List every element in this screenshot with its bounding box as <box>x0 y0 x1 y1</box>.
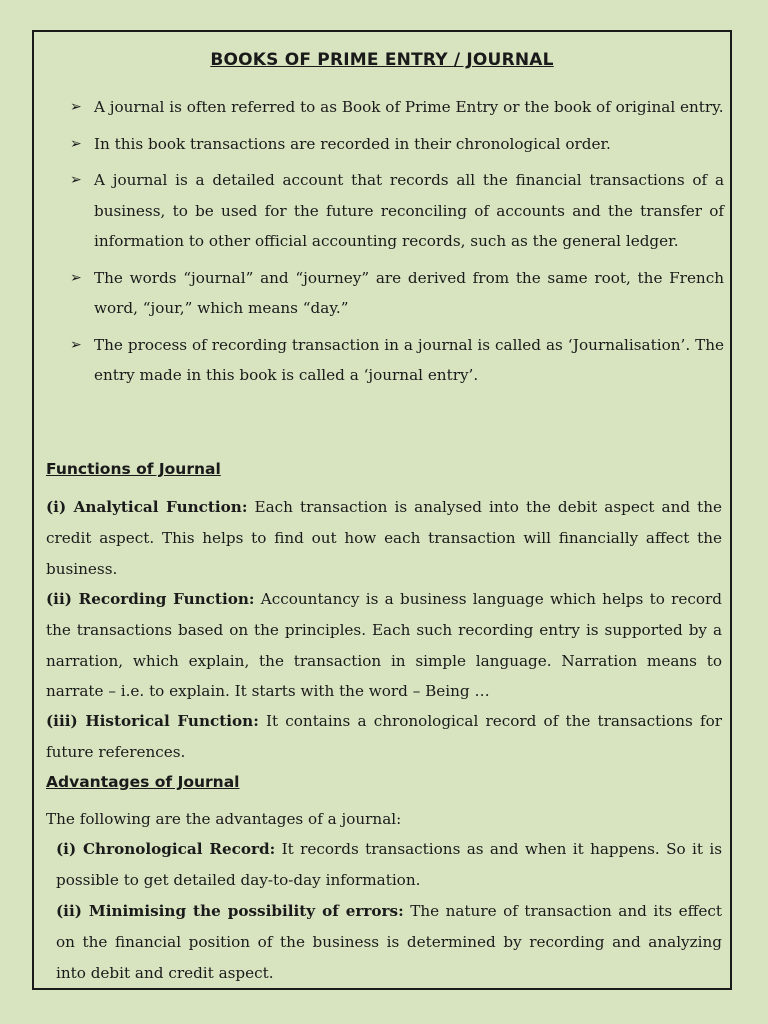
function-label: (ii) Recording Function: <box>46 590 255 608</box>
function-analytical <box>46 492 722 584</box>
function-recording <box>46 584 722 707</box>
function-label: (iii) Historical Function: <box>46 712 259 730</box>
arrow-bullet-icon: ➢ <box>70 269 82 286</box>
function-historical <box>46 706 722 768</box>
advantage-minimising-errors <box>56 896 722 988</box>
bullet-text: The words “journal” and “journey” are derived from the same root, the French word, “jour,” which means “day.” <box>94 268 724 317</box>
arrow-bullet-icon: ➢ <box>70 336 82 353</box>
list-item <box>70 165 724 257</box>
list-item <box>70 263 724 324</box>
advantage-text: The nature of transaction and its effect on the financial position of the business is determined by recording and analyzing into debit and credit aspect. <box>56 902 722 982</box>
bullet-text: The process of recording transaction in a journal is called as ‘Journalisation’. The entry made in this book is called a ‘journal entry’. <box>94 335 724 384</box>
bullet-text: In this book transactions are recorded in their chronological order. <box>94 134 611 153</box>
bullet-text: A journal is a detailed account that records all the financial transactions of a business, to be used for the future reconciling of accounts and the transfer of information to other official accounting records, such as the general ledger. <box>94 171 724 250</box>
advantage-label: (ii) Minimising the possibility of errors: <box>56 902 404 920</box>
function-text: It contains a chronological record of the transactions for future references. <box>46 712 722 761</box>
intro-bullet-list <box>70 92 724 397</box>
advantages-intro: The following are the advantages of a journal: <box>46 810 402 828</box>
document-page <box>32 30 732 990</box>
list-item <box>70 330 724 391</box>
advantage-chronological <box>56 834 722 896</box>
function-text: Each transaction is analysed into the debit aspect and the credit aspect. This helps to find out how each transaction will financially affect the business. <box>46 498 722 578</box>
functions-heading: Functions of Journal <box>46 460 221 478</box>
advantage-label: (i) Chronological Record: <box>56 840 276 858</box>
advantage-text: It records transactions as and when it happens. So it is possible to get detailed day-to-day information. <box>56 840 722 889</box>
advantages-heading: Advantages of Journal <box>46 773 240 791</box>
arrow-bullet-icon: ➢ <box>70 135 82 152</box>
function-label: (i) Analytical Function: <box>46 498 248 516</box>
page-title: BOOKS OF PRIME ENTRY / JOURNAL <box>210 50 554 70</box>
arrow-bullet-icon: ➢ <box>70 172 82 188</box>
list-item <box>70 92 724 123</box>
function-text: Accountancy is a business language which helps to record the transactions based on the principles. Each such recording entry is supported by a narration, which explain, the transaction in simple language. Narration means to narrate – i.e. to explain. It starts with the word – Being … <box>46 590 722 701</box>
bullet-text: A journal is often referred to as Book of Prime Entry or the book of original entry. <box>94 98 724 116</box>
arrow-bullet-icon: ➢ <box>70 99 82 115</box>
list-item <box>70 129 724 160</box>
